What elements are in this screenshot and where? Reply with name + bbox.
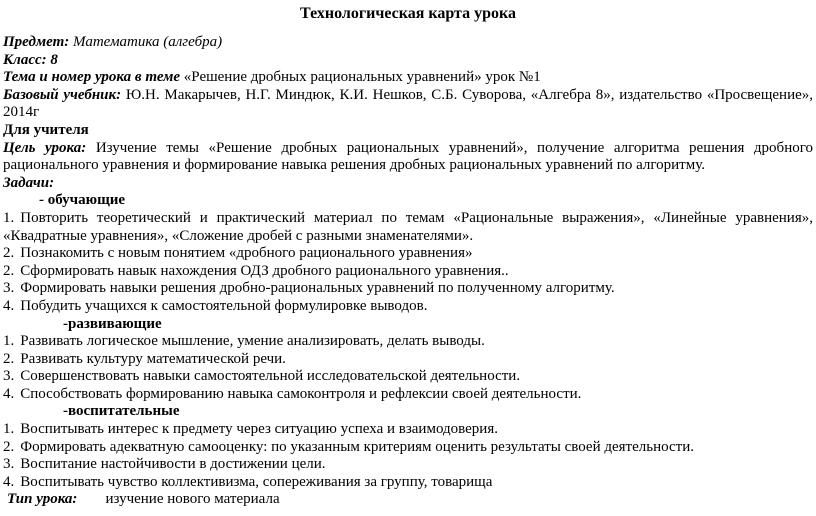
task-item-number: 1. — [3, 421, 15, 438]
lesson-type-value: изучение нового материала — [105, 491, 280, 508]
task-item — [3, 280, 813, 298]
task-item-text: Побудить учащихся к самостоятельной формулировке выводов. — [20, 297, 428, 314]
task-item-text: Развивать логическое мышление, умение анализировать, делать выводы. — [20, 333, 485, 350]
document-title: Технологическая карта урока — [300, 5, 516, 22]
topic-value: «Решение дробных рациональных уравнений» урок №1 — [183, 69, 541, 86]
task-item — [3, 210, 813, 245]
tasks-label: Задачи: — [3, 174, 55, 191]
task-item — [3, 333, 813, 351]
textbook-value: Ю.Н. Макарычев, Н.Г. Миндюк, К.И. Нешков, С.Б. Суворова, «Алгебра 8», издательство «Просвещение», 2014г — [3, 86, 813, 121]
task-item-number: 1. — [3, 333, 15, 350]
task-item-number: 4. — [3, 297, 15, 314]
grade-label: Класс: 8 — [3, 51, 58, 68]
task-item-number: 3. — [3, 456, 15, 473]
task-group-heading: - обучающие — [39, 192, 126, 209]
task-item-text: Сформировать навык нахождения ОДЗ дробного рационального уравнения.. — [20, 262, 509, 279]
task-item-text: Воспитывать чувство коллективизма, сопереживания за группу, товарища — [20, 473, 493, 490]
task-group-developing — [3, 316, 813, 404]
textbook-line — [3, 87, 813, 122]
task-item-number: 2. — [3, 262, 15, 279]
topic-line — [3, 69, 813, 87]
task-group-teaching — [3, 192, 813, 315]
task-item — [3, 386, 813, 404]
task-group-educational — [3, 403, 813, 491]
textbook-label: Базовый учебник: — [3, 86, 122, 103]
task-item-number: 4. — [3, 385, 15, 402]
task-item-number: 2. — [3, 245, 15, 262]
task-group-heading: -воспитательные — [63, 403, 180, 420]
task-item — [3, 421, 813, 439]
task-item — [3, 474, 813, 492]
task-item — [3, 456, 813, 474]
goal-value: Изучение темы «Решение дробных рациональных уравнений», получение алгоритма решения дробного рационального уравнения и формирование навыка решения дробных рациональных уравнений по алгоритму. — [3, 139, 813, 174]
task-item-text: Воспитывать интерес к предмету через ситуацию успеха и взаимодоверия. — [20, 421, 498, 438]
lesson-type-label: Тип урока: — [7, 491, 78, 508]
task-item-number: 3. — [3, 368, 15, 385]
task-item-text: Воспитание настойчивости в достижении цели. — [20, 456, 326, 473]
task-group-heading: -развивающие — [63, 315, 162, 332]
lesson-type-line — [3, 491, 813, 509]
task-item — [3, 263, 813, 281]
goal-label: Цель урока: — [3, 139, 87, 156]
task-item-number: 2. — [3, 438, 15, 455]
for-teacher-line: Для учителя — [3, 121, 89, 138]
subject-label: Предмет: — [3, 34, 70, 50]
task-item — [3, 351, 813, 369]
goal-line — [3, 140, 813, 175]
task-item — [3, 298, 813, 316]
topic-label: Тема и номер урока в теме — [3, 69, 181, 86]
task-item-text: Повторить теоретический и практический материал по темам «Рациональные выражения», «Линейные уравнения», «Квадратные уравнения», «Сложение дробей с разными знаменателями». — [3, 209, 813, 244]
task-item-text: Формировать адекватную самооценку: по указанным критериям оценить результаты своей деятельности. — [20, 438, 694, 455]
task-item-number: 4. — [3, 473, 15, 490]
task-item — [3, 245, 813, 263]
subject-value: Математика (алгебра) — [73, 34, 223, 50]
task-item-text: Совершенствовать навыки самостоятельной исследовательской деятельности. — [20, 368, 521, 385]
subject-line — [3, 34, 813, 52]
task-item-number: 2. — [3, 350, 15, 367]
task-item-text: Способствовать формированию навыка самоконтроля и рефлексии своей деятельности. — [20, 385, 582, 402]
tasks-label-line — [3, 175, 813, 193]
grade-line — [3, 52, 813, 70]
task-item-text: Развивать культуру математической речи. — [20, 350, 286, 367]
task-item-number: 1. — [3, 209, 15, 226]
task-item — [3, 368, 813, 386]
task-item-number: 3. — [3, 280, 15, 297]
task-item-text: Формировать навыки решения дробно-рациональных уравнений по полученному алгоритму. — [20, 280, 615, 297]
task-item — [3, 439, 813, 457]
task-item-text: Познакомить с новым понятием «дробного рационального уравнения» — [20, 245, 473, 262]
